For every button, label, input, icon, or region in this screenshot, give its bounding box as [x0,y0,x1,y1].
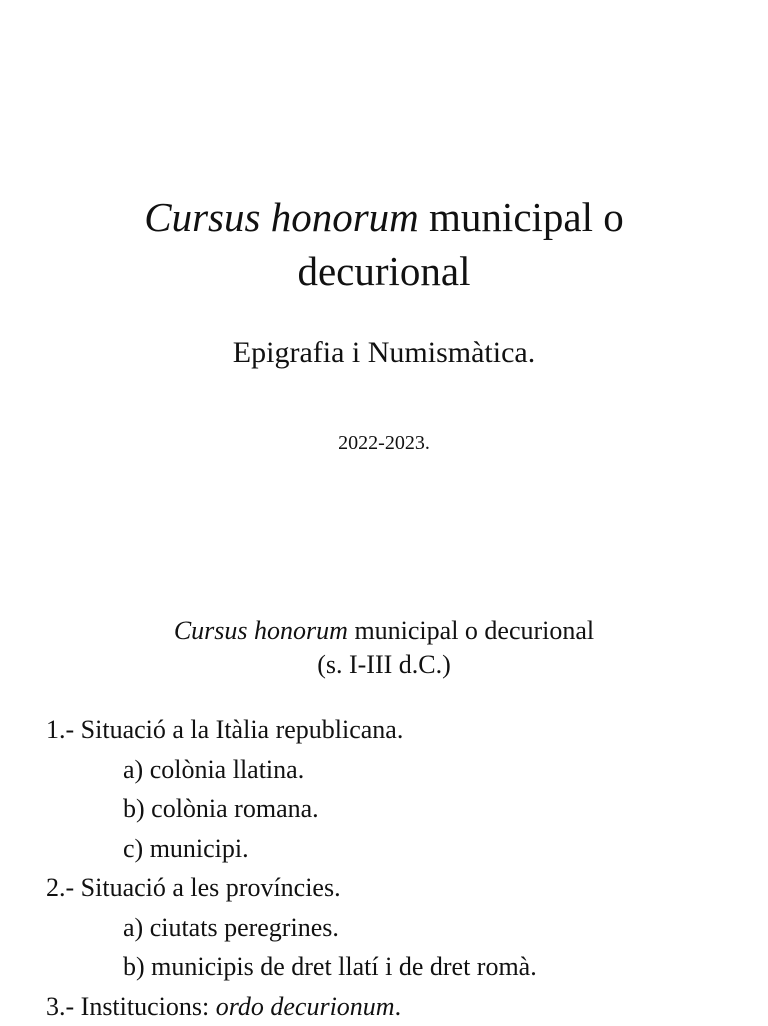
outline-item [46,987,746,1026]
document-title [0,190,768,298]
outline-subitem: b) municipis de dret llatí i de dret romà. [46,947,746,987]
outline-item-italic: ordo decurionum [216,992,395,1021]
outline-subitem: a) ciutats peregrines. [46,908,746,948]
document-subtitle: Epigrafia i Numismàtica. [0,334,768,372]
section-heading-italic: Cursus honorum [174,616,348,645]
section-period: (s. I-III d.C.) [317,650,451,679]
outline-subitem: a) colònia llatina. [46,750,746,790]
outline-subitem: c) municipi. [46,829,746,869]
outline-item: 1.- Situació a la Itàlia republicana. [46,710,746,750]
outline-list [46,710,746,1026]
outline-item-prefix: 3.- Institucions: [46,992,216,1021]
outline-subitem: b) colònia romana. [46,789,746,829]
title-italic: Cursus honorum [144,194,419,240]
section-heading [0,614,768,682]
outline-item: 2.- Situació a les províncies. [46,868,746,908]
outline-item-suffix: . [395,992,402,1021]
title-rest: municipal o [419,194,624,240]
section-heading-rest: municipal o decurional [348,616,594,645]
academic-year: 2022-2023. [0,430,768,456]
title-line2: decurional [297,248,470,294]
